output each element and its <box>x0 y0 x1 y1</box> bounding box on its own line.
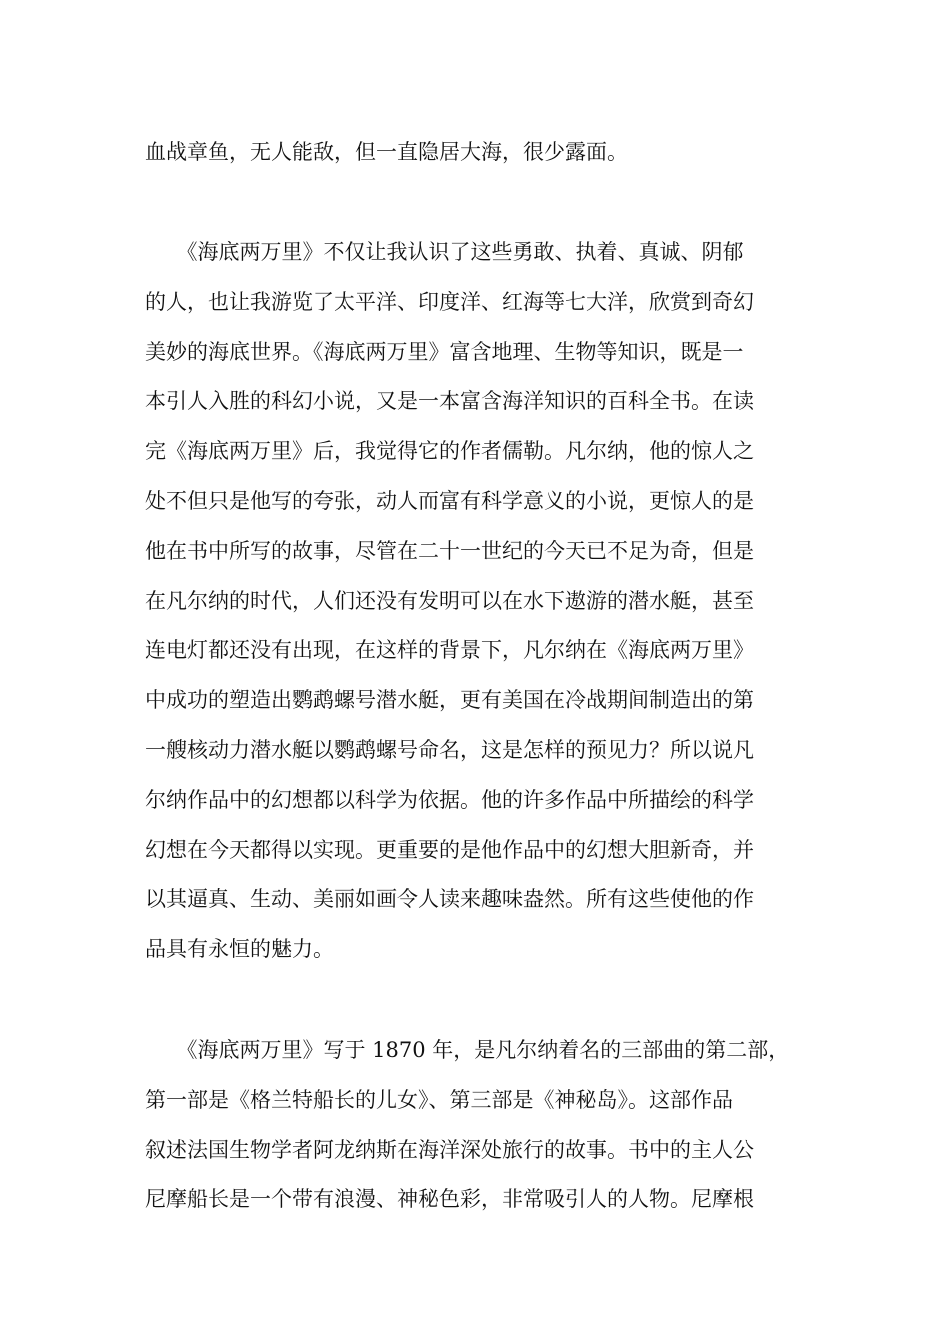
text-line: 本引人入胜的科幻小说，又是一本富含海洋知识的百科全书。在读 <box>145 389 754 414</box>
text-line: 品具有永恒的魅力。 <box>145 937 334 962</box>
text-line: 尼摩船长是一个带有浪漫、神秘色彩，非常吸引人的人物。尼摩根 <box>145 1187 754 1212</box>
text-line: 完《海底两万里》后，我觉得它的作者儒勒。凡尔纳，他的惊人之 <box>145 439 754 464</box>
text-line: 连电灯都还没有出现，在这样的背景下，凡尔纳在《海底两万里》 <box>145 638 754 663</box>
text-line: 一艘核动力潜水艇以鹦鹉螺号命名，这是怎样的预见力？所以说凡 <box>145 737 754 762</box>
text-line: 美妙的海底世界。《海底两万里》富含地理、生物等知识，既是一 <box>145 339 744 364</box>
text-line: 他在书中所写的故事，尽管在二十一世纪的今天已不足为奇，但是 <box>145 538 754 563</box>
paragraph-1 <box>145 128 815 178</box>
text-line: 处不但只是他写的夸张，动人而富有科学意义的小说，更惊人的是 <box>145 488 754 513</box>
text-line: 《海底两万里》写于 1870 年，是凡尔纳着名的三部曲的第二部， <box>145 1038 790 1062</box>
text-line: 尔纳作品中的幻想都以科学为依据。他的许多作品中所描绘的科学 <box>145 787 754 812</box>
paragraph-3 <box>145 1026 815 1225</box>
text-line: 以其逼真、生动、美丽如画令人读来趣味盎然。所有这些使他的作 <box>145 887 754 912</box>
text-line: 在凡尔纳的时代，人们还没有发明可以在水下遨游的潜水艇，甚至 <box>145 588 754 613</box>
paragraph-2 <box>145 228 815 975</box>
text-line: 血战章鱼，无人能敌，但一直隐居大海，很少露面。 <box>145 140 628 164</box>
text-line: 第一部是《格兰特船长的儿女》、第三部是《神秘岛》。这部作品 <box>145 1087 733 1112</box>
text-line: 《海底两万里》不仅让我认识了这些勇敢、执着、真诚、阴郁 <box>145 240 744 264</box>
text-line: 的人，也让我游览了太平洋、印度洋、红海等七大洋，欣赏到奇幻 <box>145 289 754 314</box>
text-line: 中成功的塑造出鹦鹉螺号潜水艇，更有美国在冷战期间制造出的第 <box>145 688 754 713</box>
text-line: 幻想在今天都得以实现。更重要的是他作品中的幻想大胆新奇，并 <box>145 837 754 862</box>
text-line: 叙述法国生物学者阿龙纳斯在海洋深处旅行的故事。书中的主人公 <box>145 1137 754 1162</box>
